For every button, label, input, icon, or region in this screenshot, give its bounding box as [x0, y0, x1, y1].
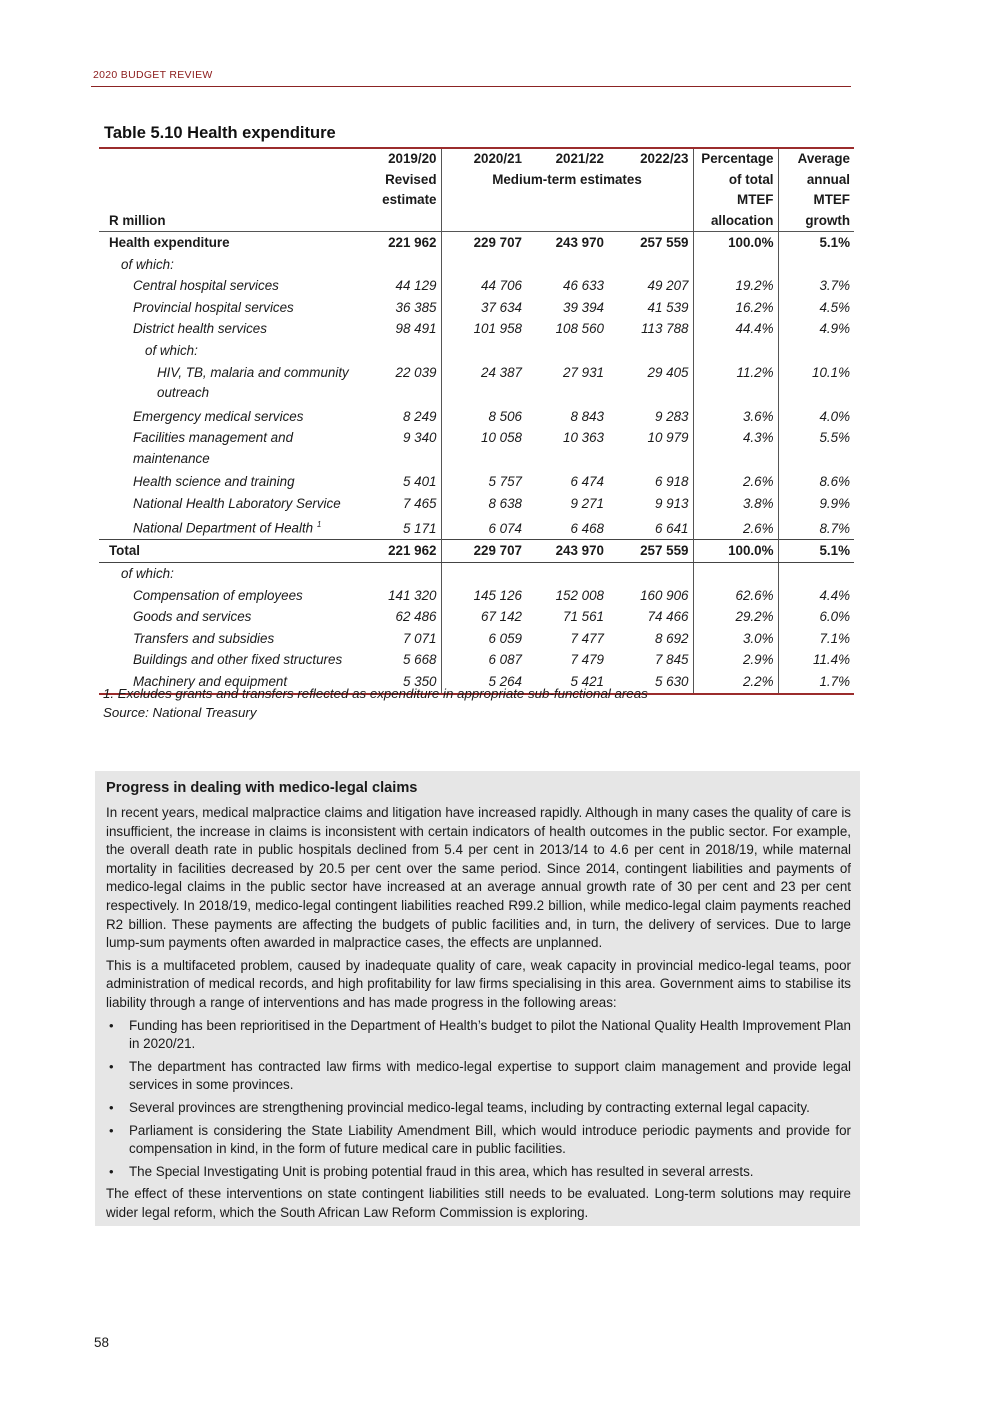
table-row: Health science and training 5 401 5 757 6 474 6 918 2.6% 8.6% — [99, 471, 854, 493]
table-row-total: Total 221 962 229 707 243 970 257 559 100.0% 5.1% — [99, 540, 854, 563]
header-blank — [99, 148, 369, 170]
box-paragraph: In recent years, medical malpractice claims and litigation have increased rapidly. Although in many cases the quality of care is insufficient, the increase in claims is inconsistent with certain indicators of health outcomes in the public sector. For example, the overall death rate in public hospitals declined from 5.4 per cent in 2013/14 to 4.6 per cent in 2018/19, while maternal mortality in facilities decreased by 20.5 per cent over the same period. Since 2014, contingent liabilities and payments of medico-legal claims in the public sector have increased at an average annual growth rate of 30 per cent and 23 per cent respectively. In 2018/19, medico-legal contingent liabilities reached R99.2 billion, while medico-legal claim payments reached R2 billion. These payments are affecting the budgets of public facilities and, in turn, the delivery of services. Due to large lump-sum payments often awarded in malpractice cases, the effects are unplanned. — [106, 805, 851, 951]
table-notes — [103, 684, 648, 722]
row-label: Health science and training — [133, 474, 295, 490]
header-col1-line1: 2019/20 — [369, 148, 441, 170]
header-growth-line3: MTEF — [778, 190, 854, 211]
table-row: Emergency medical services 8 249 8 506 8 843 9 283 3.6% 4.0% — [99, 406, 854, 428]
bullet-icon: • — [109, 1099, 114, 1115]
table-row: National Department of Health $^1$ 5 171 6 074 6 468 6 641 2.6% 8.7% — [99, 514, 854, 540]
list-item: • Several provinces are strengthening provincial medico-legal teams, including by contracting external legal capacity. — [106, 1099, 851, 1118]
row-label: Goods and services — [133, 609, 252, 625]
header-year-1: 2020/21 — [441, 148, 526, 170]
table-row — [99, 340, 854, 362]
list-item: • The Special Investigating Unit is probing potential fraud in this area, which has resulted in several arrests. — [106, 1163, 851, 1182]
table-row: Health expenditure 221 962 229 707 243 970 257 559 100.0% 5.1% — [99, 232, 854, 254]
row-label: of which: — [145, 342, 198, 358]
table-row: Facilities management and maintenance 9 340 10 058 10 363 10 979 4.3% 5.5% — [99, 427, 854, 471]
row-label: of which: — [121, 566, 174, 581]
row-label: National Department of Health $^1$ — [133, 520, 322, 536]
table-row — [99, 563, 854, 585]
box-paragraph: The effect of these interventions on state contingent liabilities still needs to be evaluated. Long-term solutions may require wider legal reform, which the South African Law Reform Commission is exploring. — [106, 1186, 851, 1220]
table-source: Source: National Treasury — [103, 705, 257, 720]
header-year-2: 2021/22 — [526, 148, 608, 170]
row-label: Central hospital services — [133, 278, 279, 294]
row-label: Emergency medical services — [133, 408, 304, 424]
header-pct-line1: Percentage — [693, 148, 778, 170]
row-label: Total — [99, 540, 369, 563]
table-footnote: 1. Excludes grants and transfers reflected as expenditure in appropriate sub-functional areas — [103, 686, 648, 701]
header-pct-line2: of total — [693, 170, 778, 191]
medico-legal-box — [95, 771, 860, 1226]
bullet-icon: • — [109, 1058, 114, 1074]
header-growth-line4: growth — [778, 211, 854, 232]
table-row: Compensation of employees 141 320 145 126 152 008 160 906 62.6% 4.4% — [99, 585, 854, 607]
row-label: National Health Laboratory Service — [133, 495, 341, 511]
table-row: Provincial hospital services 36 385 37 634 39 394 41 539 16.2% 4.5% — [99, 297, 854, 319]
row-label: Buildings and other fixed structures — [133, 652, 343, 668]
footnote-marker: 1 — [316, 520, 322, 530]
row-label: Provincial hospital services — [133, 299, 294, 315]
row-label: of which: — [121, 256, 174, 272]
list-item: • Parliament is considering the State Liability Amendment Bill, which would introduce periodic payments and provide for compensation in kind, in the form of future medical care in public facilities. — [109, 1122, 851, 1157]
page-number: 58 — [94, 1335, 110, 1350]
table-title: Table 5.10 Health expenditure — [104, 124, 336, 142]
header-pct-line4: allocation — [693, 211, 778, 232]
table-row — [99, 254, 854, 276]
header-col1-line3: estimate — [382, 192, 437, 207]
header-growth-line2: annual — [778, 170, 854, 191]
row-label: Facilities management and maintenance — [133, 430, 294, 466]
list-item: • Funding has been reprioritised in the Department of Health’s budget to pilot the National Quality Health Improvement Plan in 2020/21. — [109, 1017, 851, 1052]
header-rule — [91, 86, 851, 87]
box-bullet-list — [106, 1017, 851, 1182]
header-medium-term: Medium-term estimates — [441, 170, 693, 191]
table-row: National Health Laboratory Service 7 465 8 638 9 271 9 913 3.8% 9.9% — [99, 493, 854, 515]
table-row: Buildings and other fixed structures 5 668 6 087 7 479 7 845 2.9% 11.4% — [99, 649, 854, 671]
row-label: HIV, TB, malaria and community outreach — [157, 364, 349, 401]
table-row: Transfers and subsidies 7 071 6 059 7 477 8 692 3.0% 7.1% — [99, 628, 854, 650]
running-head: 2020 BUDGET REVIEW — [93, 69, 213, 81]
table-row: Machinery and equipment 5 350 5 264 5 421 5 630 2.2% 1.7% — [99, 671, 854, 694]
table-row: District health services 98 491 101 958 108 560 113 788 44.4% 4.9% — [99, 318, 854, 340]
header-growth-line1: Average — [778, 148, 854, 170]
box-title: Progress in dealing with medico-legal claims — [106, 780, 418, 796]
header-pct-line3: MTEF — [693, 190, 778, 211]
bullet-icon: • — [109, 1163, 114, 1179]
row-label: Machinery and equipment — [99, 671, 369, 694]
health-expenditure-table — [99, 147, 854, 695]
box-paragraph: This is a multifaceted problem, caused by inadequate quality of care, weak capacity in provincial medico-legal teams, poor administration of medical records, and high profitability for law firms specialising in this area. Government aims to stabilise its liability through a range of interventions and has made progress in the following areas: — [106, 957, 851, 1010]
unit-label: R million — [99, 211, 369, 232]
table-row: HIV, TB, malaria and community outreach 22 039 24 387 27 931 29 405 11.2% 10.1% — [99, 362, 854, 406]
table-row: Goods and services 62 486 67 142 71 561 74 466 29.2% 6.0% — [99, 606, 854, 628]
header-col1-line2: Revised — [385, 171, 437, 187]
table-row: Central hospital services 44 129 44 706 46 633 49 207 19.2% 3.7% — [99, 275, 854, 297]
row-label: District health services — [133, 321, 267, 337]
box-body — [106, 804, 851, 1226]
row-label: Transfers and subsidies — [133, 630, 275, 646]
bullet-icon: • — [109, 1122, 114, 1138]
bullet-icon: • — [109, 1017, 114, 1033]
list-item: • The department has contracted law firms with medico-legal expertise to support claim management and provide legal services in some provinces. — [109, 1058, 851, 1093]
row-label: Health expenditure — [109, 235, 230, 250]
header-year-3: 2022/23 — [608, 148, 693, 170]
row-label: Compensation of employees — [133, 587, 303, 603]
